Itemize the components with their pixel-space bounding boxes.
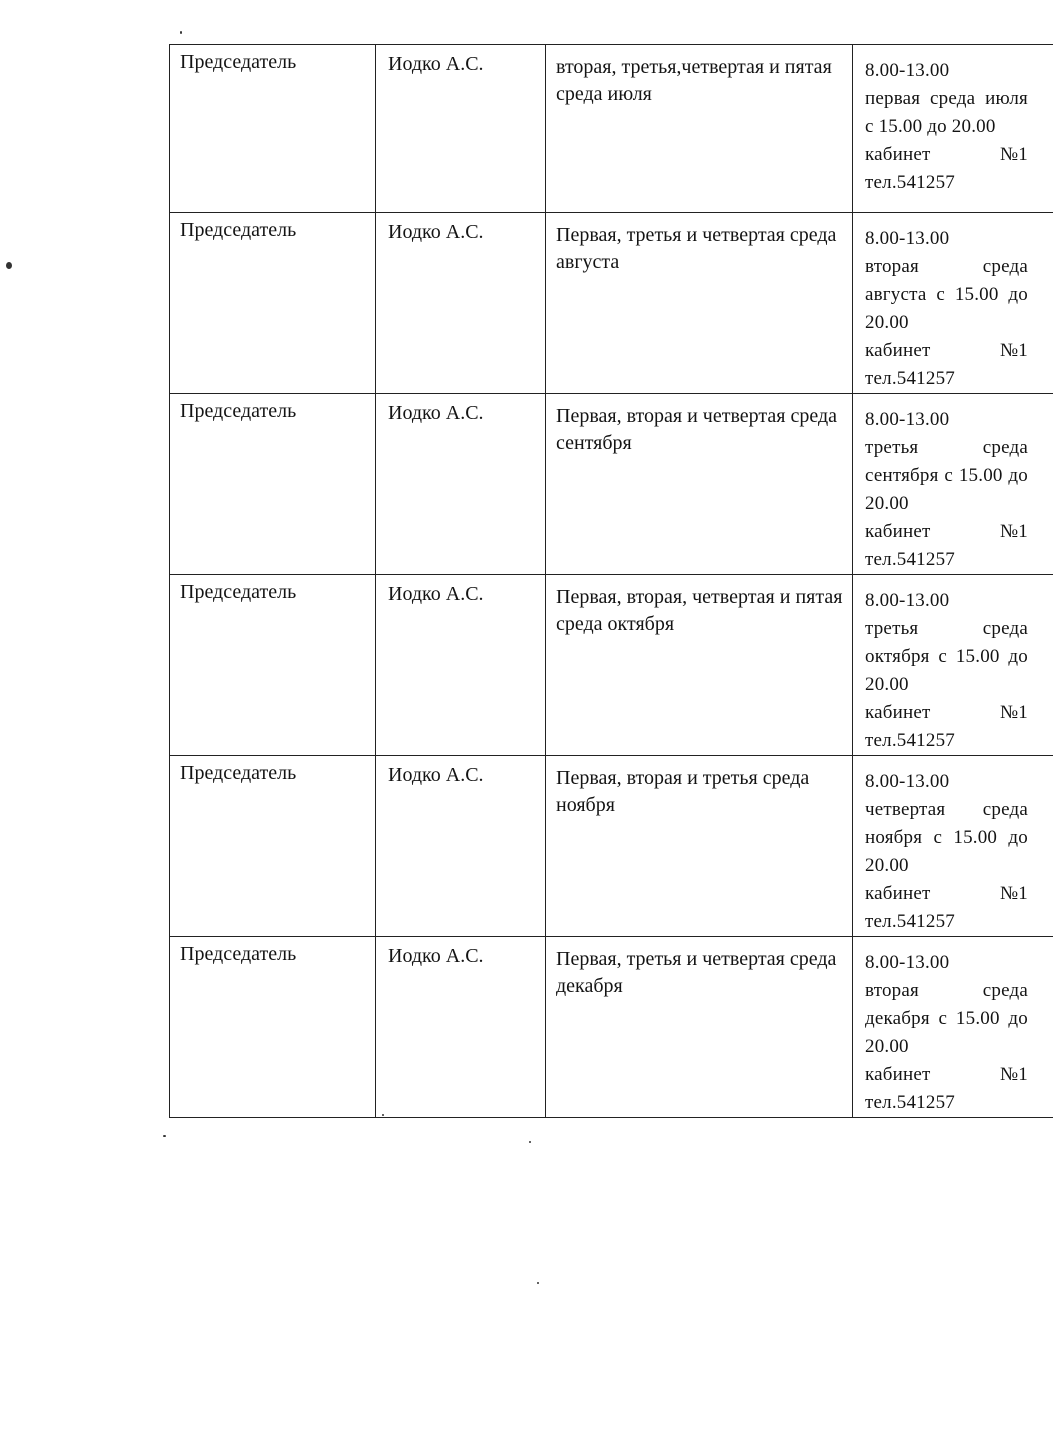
office-line	[865, 699, 1028, 727]
table-row	[170, 213, 1053, 394]
phone-text: тел.541257	[865, 911, 955, 932]
reception-hours-cell	[853, 45, 1053, 213]
phone-text: тел.541257	[865, 368, 955, 389]
position-text: Председатель	[180, 943, 297, 965]
office-number: №1	[999, 340, 1028, 361]
name-text: Иодко А.С.	[388, 402, 484, 424]
position-text: Председатель	[180, 51, 297, 73]
name-cell	[376, 575, 546, 756]
position-cell	[170, 575, 376, 756]
office-label: кабинет	[865, 340, 931, 361]
scan-speck	[163, 1135, 166, 1137]
position-text: Председатель	[180, 762, 297, 784]
reception-hours-cell	[853, 394, 1053, 575]
evening-hours-text: вторая среда августа с 15.00 до 20.00	[865, 256, 1028, 333]
phone-text: тел.541257	[865, 172, 955, 193]
evening-hours-text: первая среда июля с 15.00 до 20.00	[865, 88, 1028, 137]
office-number: №1	[999, 702, 1028, 723]
reception-days-text: Первая, третья и четвертая среда августа	[556, 224, 837, 273]
name-text: Иодко А.С.	[388, 583, 484, 605]
reception-days-text: Первая, вторая, четвертая и пятая среда октября	[556, 586, 843, 635]
hours-text: 8.00-13.00	[865, 771, 950, 792]
hours-text: 8.00-13.00	[865, 952, 950, 973]
position-cell	[170, 937, 376, 1118]
reception-days-cell	[546, 213, 853, 394]
scan-speck	[180, 31, 182, 34]
office-number: №1	[999, 144, 1028, 165]
name-cell	[376, 213, 546, 394]
hours-text: 8.00-13.00	[865, 409, 950, 430]
table-row	[170, 937, 1053, 1118]
phone-text: тел.541257	[865, 549, 955, 570]
reception-days-text: Первая, вторая и четвертая среда сентября	[556, 405, 837, 454]
table-row	[170, 45, 1053, 213]
scan-speck	[6, 262, 12, 269]
reception-hours-block	[853, 756, 1028, 936]
reception-hours-cell	[853, 575, 1053, 756]
position-cell	[170, 756, 376, 937]
office-label: кабинет	[865, 883, 931, 904]
reception-days-text: вторая, третья,четвертая и пятая среда июля	[556, 56, 832, 105]
hours-text: 8.00-13.00	[865, 228, 950, 249]
name-cell	[376, 394, 546, 575]
scan-speck	[529, 1141, 531, 1143]
office-line	[865, 880, 1028, 908]
office-label: кабинет	[865, 702, 931, 723]
name-text: Иодко А.С.	[388, 764, 484, 786]
reception-hours-cell	[853, 756, 1053, 937]
evening-hours-text: третья среда октября с 15.00 до 20.00	[865, 618, 1028, 695]
evening-hours-text: третья среда сентября с 15.00 до 20.00	[865, 437, 1028, 514]
table-row	[170, 394, 1053, 575]
reception-hours-cell	[853, 213, 1053, 394]
office-number: №1	[999, 1064, 1028, 1085]
office-line	[865, 337, 1028, 365]
reception-days-text: Первая, третья и четвертая среда декабря	[556, 948, 837, 997]
scan-speck	[537, 1282, 539, 1284]
evening-hours-text: вторая среда декабря с 15.00 до 20.00	[865, 980, 1028, 1057]
office-label: кабинет	[865, 144, 931, 165]
position-cell	[170, 213, 376, 394]
reception-schedule-table	[169, 44, 1053, 1118]
evening-hours-text: четвертая среда ноября с 15.00 до 20.00	[865, 799, 1028, 876]
reception-hours-block	[853, 394, 1028, 574]
position-cell	[170, 394, 376, 575]
table-row	[170, 575, 1053, 756]
name-text: Иодко А.С.	[388, 945, 484, 967]
office-line	[865, 1061, 1028, 1089]
name-cell	[376, 45, 546, 213]
hours-text: 8.00-13.00	[865, 60, 950, 81]
position-text: Председатель	[180, 581, 297, 603]
reception-hours-block	[853, 45, 1028, 197]
position-text: Председатель	[180, 219, 297, 241]
name-text: Иодко А.С.	[388, 221, 484, 243]
reception-hours-block	[853, 937, 1028, 1117]
hours-text: 8.00-13.00	[865, 590, 950, 611]
reception-days-text: Первая, вторая и третья среда ноября	[556, 767, 810, 816]
reception-hours-block	[853, 213, 1028, 393]
office-line	[865, 141, 1028, 169]
office-line	[865, 518, 1028, 546]
office-label: кабинет	[865, 1064, 931, 1085]
office-label: кабинет	[865, 521, 931, 542]
reception-hours-block	[853, 575, 1028, 755]
position-text: Председатель	[180, 400, 297, 422]
reception-hours-cell	[853, 937, 1053, 1118]
reception-days-cell	[546, 575, 853, 756]
reception-days-cell	[546, 756, 853, 937]
office-number: №1	[999, 883, 1028, 904]
name-text: Иодко А.С.	[388, 53, 484, 75]
name-cell	[376, 937, 546, 1118]
position-cell	[170, 45, 376, 213]
table-row	[170, 756, 1053, 937]
phone-text: тел.541257	[865, 1092, 955, 1113]
name-cell	[376, 756, 546, 937]
reception-days-cell	[546, 394, 853, 575]
reception-days-cell	[546, 45, 853, 213]
reception-days-cell	[546, 937, 853, 1118]
office-number: №1	[999, 521, 1028, 542]
phone-text: тел.541257	[865, 730, 955, 751]
